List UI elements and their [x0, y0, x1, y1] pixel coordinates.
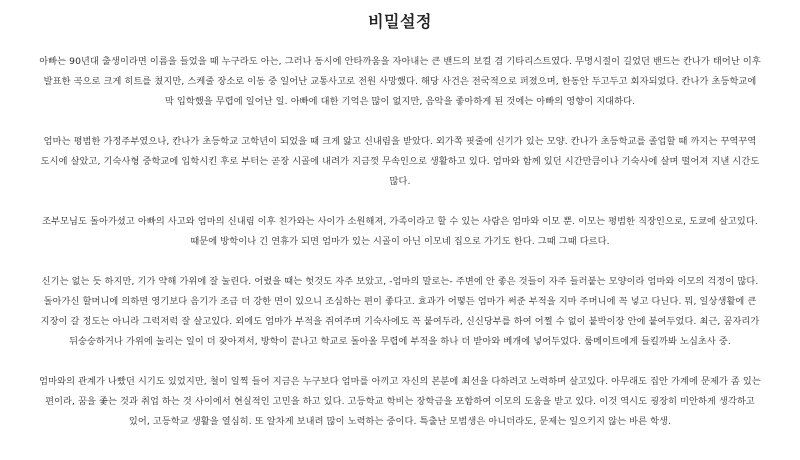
paragraph-family: 조부모님도 돌아가셨고 아빠의 사고와 엄마의 신내림 이후 친가와는 사이가 소원해져, 가족이라고 할 수 있는 사람은 엄마와 이모 뿐. 이모는 평범한 직장인으로, 도쿄에 살고있다. 때문에 방학이나 긴 연휴가 되면 엄마가 있는 시골이 아닌 이모네 집으로 가기도 한다. 그때 그때 다르다. [42, 216, 758, 247]
paragraph-spiritual: 신기는 없는 듯 하지만, 기가 약해 가위에 잘 눌린다. 어렸을 때는 헛것도 자주 보았고, -엄마의 말로는- 주변에 안 좋은 것들이 자주 들러붙는 모양이라 엄마와 이모의 걱정이 많다. 돌아가신 할머니에 의하면 영기보다 음기가 조금 더 강한 면이 있으니 조심하는 편이 좋다고. 효과가 어떻든 엄마가 써준 부적을 지마 주머니에 꼭 넣고 다닌다. 뭐, 일상생활에 큰 지장이 갈 정도는 아니라 그럭저럭 잘 살고있다. 외에도 엄마가 부적을 쥐여주며 기숙사에도 꼭 붙여두라, 신신당부를 하여 어쩔 수 없이 붙박이장 안에 붙여두었다. 최근, 꿈자리가 뒤숭숭하거나 가위에 눌리는 일이 더 잦아져서, 방학이 끝나고 학교로 돌아올 무렵에 부적을 하나 더 받아와 베개에 넣어두었다. 룸메이트에게 들킬까봐 노심초사 중. [40, 276, 760, 347]
page-title: 비밀설정 [368, 12, 432, 31]
paragraph-mother: 엄마는 평범한 가정주부였으나, 칸나가 초등학교 고학년이 되었을 때 크게 앓고 신내림을 받았다. 외가쪽 핏줄에 신기가 있는 모양. 칸나가 초등학교를 졸업할 때 까지는 꾸역꾸역 도시에 살았고, 기숙사형 중학교에 입학시킨 후로 부터는 곧장 시골에 내려가 지금껏 무속인으로 생활하고 있다. 엄마와 함께 있던 시간만큼이나 기숙사에 살며 떨어져 지낸 시간도 많다. [40, 136, 760, 187]
paragraph-relationship: 엄마와의 관계가 나빴던 시기도 있었지만, 철이 일찍 들어 지금은 누구보다 엄마를 아끼고 자신의 본분에 최선을 다하려고 노력하며 살고있다. 아무래도 집안 가계에 문제가 좀 있는 편이라, 꿈을 좇는 것과 취업 하는 것 사이에서 현실적인 고민을 하고 있다. 고등학교 학비는 장학금을 포함하여 이모의 도움을 받고 있다. 이것 역시도 굉장히 미안하게 생각하고 있어, 고등학교 생활을 열심히. 또 알차게 보내려 많이 노력하는 중이다. 특출난 모범생은 아니더라도, 문제는 일으키지 않는 바른 학생. [39, 376, 761, 427]
paragraph-father: 아빠는 90년대 출생이라면 이름을 들었을 때 누구라도 아는, 그러나 동시에 안타까움을 자아내는 큰 밴드의 보컬 겸 기타리스트였다. 무명시절이 길었던 밴드는 칸나가 태어난 이후 발표한 곡으로 크게 히트를 쳤지만, 스케줄 장소로 이동 중 일어난 교통사고로 전원 사망했다. 해당 사건은 전국적으로 퍼졌으며, 한동안 두고두고 회자되었다. 칸나가 초등학교에 막 입학했을 무렵에 일어난 일. 아빠에 대한 기억은 많이 없지만, 음악을 좋아하게 된 것에는 아빠의 영향이 지대하다. [39, 56, 761, 107]
